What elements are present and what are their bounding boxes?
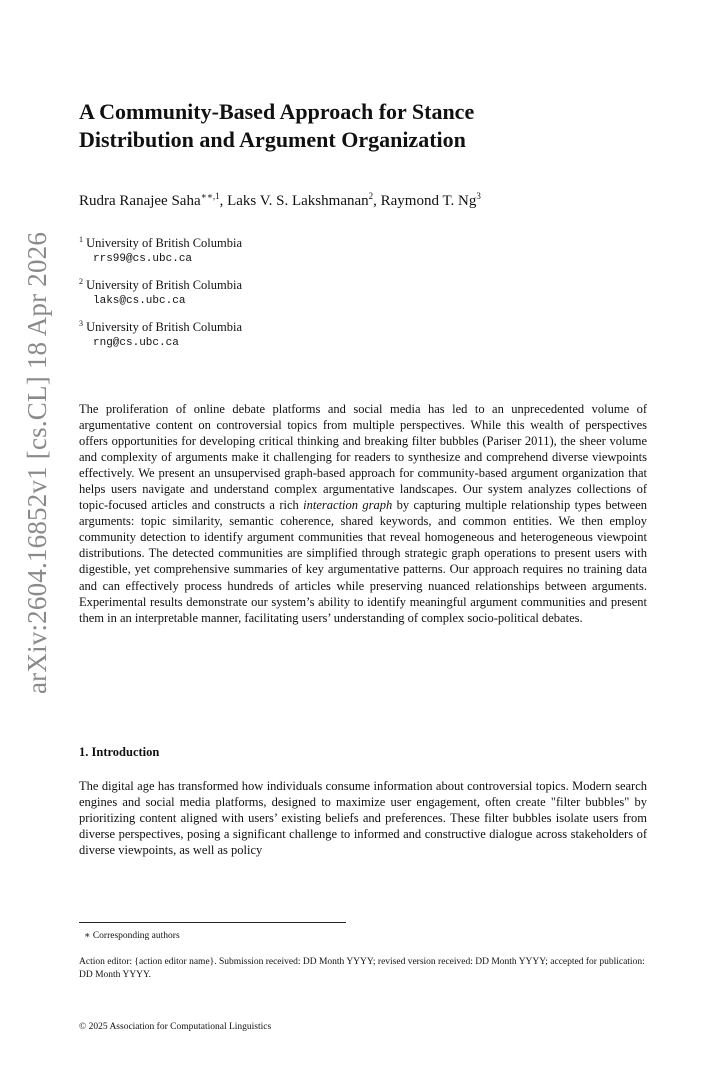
affiliation-list: [79, 236, 242, 362]
abstract-text-part-1: The proliferation of online debate platforms and social media has led to an unprecedented volume of argumentative content on controversial topics from multiple perspectives. While this wealth of perspectives offers opportunities for developing critical thinking and breaking filter bubbles (Pariser 2011), the sheer volume and complexity of arguments make it challenging for readers to synthesize and comprehend diverse viewpoints effectively. We present an unsupervised graph-based approach for community-based argument organization that helps users navigate and understand complex argumentative landscapes. Our system analyzes collections of topic-focused articles and constructs a rich: [79, 402, 647, 513]
introduction-paragraph: The digital age has transformed how individuals consume information about controversial topics. Modern search engines and social media platforms, designed to maximize user engagement, often create "filter bubbles" by prioritizing content aligned with users’ existing beliefs and preferences. These filter bubbles isolate users from diverse perspectives, posing a significant challenge to informed and constructive dialogue across stakeholders of diverse viewpoints, as well as policy: [79, 779, 647, 858]
author-list: Rudra Ranajee Saha$^{∗∗,1}$, Laks V. S. Lakshmanan$^2$, Raymond T. Ng$^3$: [79, 191, 481, 209]
footnote-divider: [79, 922, 346, 923]
abstract: [79, 401, 647, 626]
paper-title: [79, 98, 639, 154]
section-heading-introduction: 1. Introduction: [79, 745, 160, 759]
title-line-1: A Community-Based Approach for Stance: [79, 99, 475, 124]
arxiv-identifier-stamp[interactable]: arXiv:2604.16852v1 [cs.CL] 18 Apr 2026: [22, 231, 52, 694]
affiliation-email[interactable]: rrs99@cs.ubc.ca: [93, 253, 193, 265]
affiliation-block: [79, 320, 242, 362]
affiliation-block: [79, 236, 242, 278]
affiliation-institution: University of British Columbia: [86, 236, 243, 250]
author-affiliation-marker: ∗∗,1: [200, 191, 220, 201]
affiliation-email[interactable]: laks@cs.ubc.ca: [93, 295, 186, 307]
affiliation-number: 2: [79, 277, 83, 286]
abstract-italic-term: interaction graph: [303, 498, 393, 513]
affiliation-email[interactable]: rng@cs.ubc.ca: [93, 337, 179, 349]
author-name: Laks V. S. Lakshmanan: [227, 193, 369, 209]
action-editor-note: Action editor: {action editor name}. Submission received: DD Month YYYY; revised version received: DD Month YYYY; accepted for publication: DD Month YYYY.: [79, 957, 645, 980]
author-affiliation-marker: 2: [368, 191, 374, 201]
title-line-2: Distribution and Argument Organization: [79, 127, 466, 152]
abstract-text-part-2: by capturing multiple relationship types between arguments: topic similarity, semantic coherence, shared keywords, and common entities. We then employ community detection to identify argument communities that reveal homogeneous and heterogeneous viewpoint distributions. The detected communities are simplified through strategic graph operations to present users with digestible, yet comprehensive summaries of key argumentative patterns. Our approach requires no training data and can effectively process hundreds of articles while preserving nuanced relationships between arguments. Experimental results demonstrate our system’s ability to identify meaningful argument communities and present them in an interpretable manner, facilitating users’ understanding of complex socio-political debates.: [79, 498, 647, 625]
copyright-notice: © 2025 Association for Computational Linguistics: [79, 1022, 272, 1032]
footnote-corresponding-authors: ∗ Corresponding authors: [84, 931, 180, 941]
affiliation-institution: University of British Columbia: [86, 278, 243, 292]
affiliation-institution: University of British Columbia: [86, 320, 243, 334]
author-affiliation-marker: 3: [476, 191, 481, 201]
affiliation-number: 1: [79, 235, 83, 244]
author-name: Rudra Ranajee Saha: [79, 193, 201, 209]
affiliation-block: [79, 278, 242, 320]
affiliation-number: 3: [79, 319, 83, 328]
author-name: Raymond T. Ng: [380, 193, 477, 209]
